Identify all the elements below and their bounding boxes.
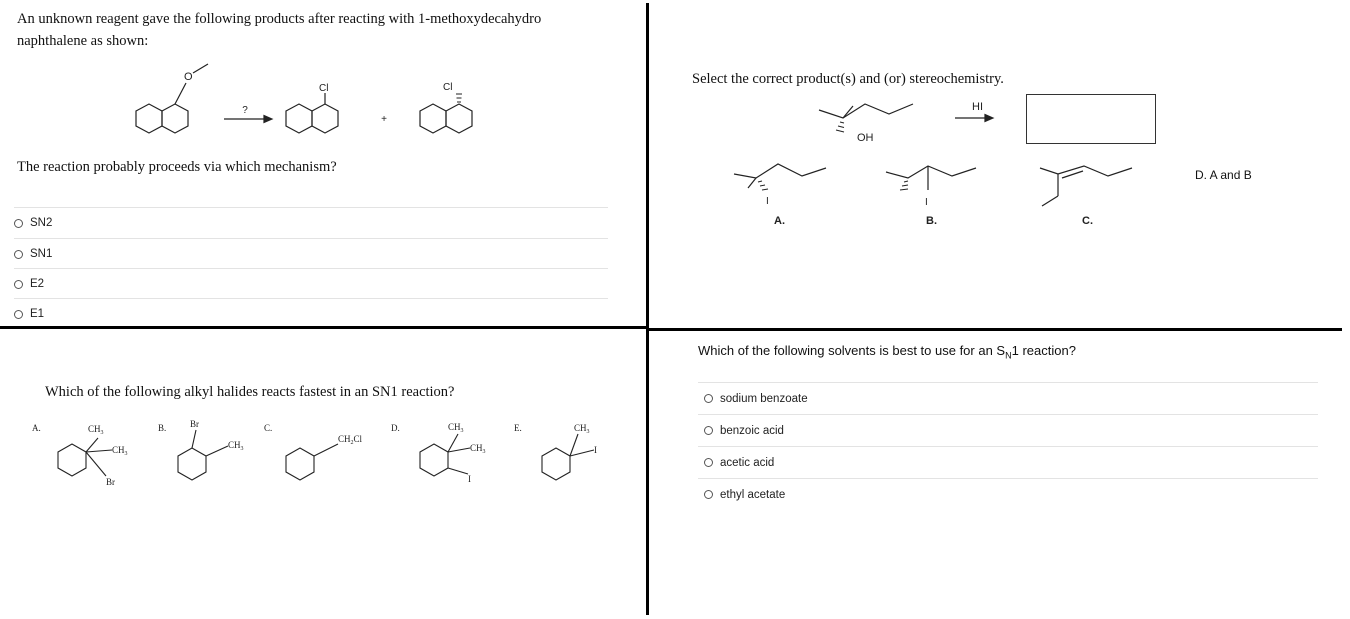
q2-choice-a-structure[interactable] xyxy=(730,158,840,238)
radio-circle[interactable] xyxy=(14,250,23,259)
q4-option-benzoic-acid[interactable] xyxy=(698,414,1318,446)
q1-cl-label-2: Cl xyxy=(443,82,453,93)
q1-option-e2[interactable] xyxy=(14,268,608,299)
q3-letter-c: C. xyxy=(264,423,273,433)
q4-option-label: benzoic acid xyxy=(720,424,784,437)
q4-question-sub: N xyxy=(1005,350,1012,361)
q3-a-ch3b: CH xyxy=(112,445,125,455)
svg-text:CH3 xyxy=(88,424,104,436)
vertical-divider xyxy=(646,3,649,615)
q4-option-label: acetic acid xyxy=(720,456,775,469)
q4-question-post: 1 reaction? xyxy=(1011,343,1076,358)
radio-circle[interactable] xyxy=(704,394,713,403)
q4-option-label: sodium benzoate xyxy=(720,392,808,405)
radio-circle[interactable] xyxy=(704,490,713,499)
svg-text:CH3 xyxy=(112,445,128,457)
q3-e-iodo: I xyxy=(594,445,597,455)
q3-d-ch3: CH xyxy=(448,422,461,432)
radio-circle[interactable] xyxy=(14,219,23,228)
q3-b-ch3: CH xyxy=(228,440,241,450)
q1-intro-line2: naphthalene as shown: xyxy=(17,33,149,49)
q3-letter-e: E. xyxy=(514,423,522,433)
radio-circle[interactable] xyxy=(14,280,23,289)
q3-letter-d: D. xyxy=(391,423,400,433)
svg-text:CH3 xyxy=(228,440,244,452)
svg-text:CH3 xyxy=(470,443,486,455)
svg-text:CH3 xyxy=(448,422,464,434)
q2-question: Select the correct product(s) and (or) stereochemistry. xyxy=(692,71,1004,87)
q3-d-ch3b-sub: 3 xyxy=(482,449,486,455)
q3-e-ch3-sub: 3 xyxy=(586,429,590,435)
q3-a-ch3b-sub: 3 xyxy=(124,451,128,457)
q1-plus: + xyxy=(381,114,387,125)
q2-choice-a-label: A. xyxy=(774,215,785,227)
q3-letter-a: A. xyxy=(32,423,41,433)
q3-structures xyxy=(28,416,606,491)
q2-choice-b-label: B. xyxy=(926,215,937,227)
q4-option-acetic-acid[interactable] xyxy=(698,446,1318,478)
q2-iodo-b: I xyxy=(925,197,928,208)
q1-option-sn2[interactable] xyxy=(14,207,608,238)
q4-question xyxy=(698,343,1076,361)
q3-a-ch3: CH xyxy=(88,424,101,434)
q3-d-ch3b: CH xyxy=(470,443,483,453)
q2-choice-d-label[interactable]: D. A and B xyxy=(1195,168,1252,182)
svg-text:CH2Cl xyxy=(338,434,363,446)
q2-iodo-a: I xyxy=(766,196,769,207)
q3-a-ch3-sub: 3 xyxy=(100,430,104,436)
q1-reaction-scheme xyxy=(120,55,500,150)
q3-c-ch2-sub: 2 xyxy=(350,440,354,446)
q1-option-label: E2 xyxy=(30,278,45,290)
q1-option-label: SN1 xyxy=(30,248,53,260)
q3-question: Which of the following alkyl halides reacts fastest in an SN1 reaction? xyxy=(45,384,455,400)
q1-question: The reaction probably proceeds via which mechanism? xyxy=(17,159,337,175)
q2-choice-c-label: C. xyxy=(1082,215,1093,227)
q3-b-ch3-sub: 3 xyxy=(240,446,244,452)
radio-circle[interactable] xyxy=(14,310,23,319)
q3-e-ch3: CH xyxy=(574,423,587,433)
radio-circle[interactable] xyxy=(704,426,713,435)
radio-circle[interactable] xyxy=(704,458,713,467)
q3-c-ch2: CH xyxy=(338,434,351,444)
q3-d-ch3-sub: 3 xyxy=(460,428,464,434)
q1-option-label: E1 xyxy=(30,308,45,320)
answer-drop-box[interactable] xyxy=(1026,94,1156,144)
q3-letter-b: B. xyxy=(158,423,167,433)
q2-choice-c-structure[interactable] xyxy=(1036,158,1146,238)
q1-option-e1[interactable] xyxy=(14,298,608,329)
q3-b-br: Br xyxy=(190,419,199,429)
q2-choice-b-structure[interactable] xyxy=(880,158,990,238)
q2-reactant xyxy=(805,92,1005,152)
horizontal-divider-left xyxy=(0,326,646,329)
q4-option-label: ethyl acetate xyxy=(720,488,786,501)
q2-reagent: HI xyxy=(972,101,983,113)
q1-intro-line1: An unknown reagent gave the following products after reacting with 1-methoxydecahydro xyxy=(17,11,542,27)
q3-a-br: Br xyxy=(106,477,115,487)
q1-option-label: SN2 xyxy=(30,217,53,229)
q1-option-sn1[interactable] xyxy=(14,238,608,269)
q1-methoxy-o: O xyxy=(184,71,193,83)
q3-d-iodo: I xyxy=(468,474,471,484)
q2-oh-label: OH xyxy=(857,132,874,144)
horizontal-divider-right xyxy=(649,328,1342,331)
q4-option-ethyl-acetate[interactable] xyxy=(698,478,1318,510)
q1-arrow-label: ? xyxy=(242,105,248,116)
q1-cl-label-1: Cl xyxy=(319,83,329,94)
q4-question-pre: Which of the following solvents is best to use for an S xyxy=(698,343,1006,358)
q3-c-cl: Cl xyxy=(353,434,363,444)
q4-option-sodium-benzoate[interactable] xyxy=(698,382,1318,414)
svg-text:CH3 xyxy=(574,423,590,435)
